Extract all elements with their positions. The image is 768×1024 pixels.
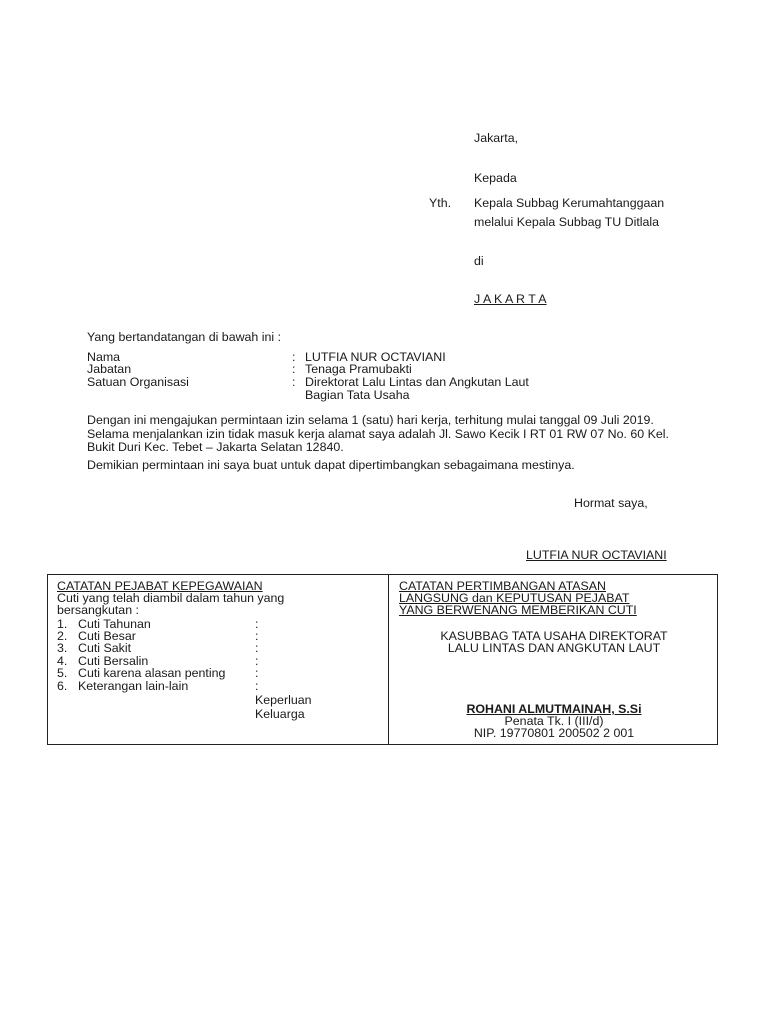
- item-colon: :: [255, 654, 259, 668]
- city-label: J A K A R T A: [474, 292, 547, 306]
- official-name: ROHANI ALMUTMAINAH, S.Si: [466, 702, 642, 716]
- leave-item-sakit: [57, 641, 259, 655]
- item-value: Keperluan Keluarga: [255, 693, 312, 721]
- left-cell-subtitle-2: bersangkutan :: [57, 603, 139, 617]
- field-value: Direktorat Lalu Lintas dan Angkutan Laut: [305, 375, 529, 389]
- field-label: Nama: [87, 350, 121, 364]
- recipient-line-1: Kepala Subbag Kerumahtanggaan: [474, 196, 665, 210]
- item-colon: :: [255, 629, 259, 643]
- official-nip: NIP. 19770801 200502 2 001: [473, 726, 635, 740]
- left-cell-title: CATATAN PEJABAT KEPEGAWAIAN: [57, 579, 263, 593]
- signer-name: LUTFIA NUR OCTAVIANI: [526, 548, 667, 562]
- item-number: 6.: [57, 679, 68, 693]
- item-colon: :: [255, 666, 259, 680]
- item-number: 2.: [57, 629, 68, 643]
- right-cell-title-1: CATATAN PERTIMBANGAN ATASAN: [399, 579, 606, 593]
- request-paragraph: Dengan ini mengajukan permintaan izin selama 1 (satu) hari kerja, terhitung mulai tanggal 09 Juli 2019. Selama menjalankan izin tidak masuk kerja alamat saya adalah Jl. Sawo Kecik I RT 01 RW 07 No. 60 Kel. Bukit Duri Kec. Tebet – Jakarta Selatan 12840.: [87, 413, 669, 455]
- left-cell-subtitle-1: Cuti yang telah diambil dalam tahun yang: [57, 591, 285, 605]
- place-date: Jakarta,: [474, 131, 519, 145]
- kepada-label: Kepada: [474, 171, 517, 185]
- org-line-2: Bagian Tata Usaha: [305, 388, 410, 402]
- item-colon: :: [255, 617, 259, 631]
- item-label: Cuti Besar: [78, 629, 136, 643]
- approval-table: [47, 574, 718, 745]
- item-label: Cuti karena alasan penting: [78, 666, 226, 680]
- item-colon: : Keperluan Keluarga: [255, 679, 312, 721]
- recipient-line-2: melalui Kepala Subbag TU Ditlala: [474, 215, 660, 229]
- right-cell-title-2: LANGSUNG dan KEPUTUSAN PEJABAT: [399, 591, 630, 605]
- di-label: di: [474, 254, 484, 268]
- item-label: Cuti Bersalin: [78, 654, 149, 668]
- closing-salutation: Hormat saya,: [574, 496, 648, 510]
- yth-label: Yth.: [429, 196, 452, 210]
- intro-text: Yang bertandatangan di bawah ini :: [87, 330, 282, 344]
- field-colon: :: [292, 375, 296, 389]
- item-number: 4.: [57, 654, 68, 668]
- right-cell-title-3: YANG BERWENANG MEMBERIKAN CUTI: [399, 603, 637, 617]
- office-line-1: KASUBBAG TATA USAHA DIREKTORAT: [440, 629, 668, 643]
- item-label: Keterangan lain-lain: [78, 679, 189, 693]
- office-line-2: LALU LINTAS DAN ANGKUTAN LAUT: [447, 641, 661, 655]
- field-label: Satuan Organisasi: [87, 375, 189, 389]
- item-label: Cuti Sakit: [78, 641, 132, 655]
- item-number: 1.: [57, 617, 68, 631]
- official-rank: Penata Tk. I (III/d): [504, 714, 604, 728]
- field-value: Tenaga Pramubakti: [305, 362, 412, 376]
- leave-item-alasan-penting: [57, 666, 259, 680]
- item-number: 5.: [57, 666, 68, 680]
- field-value: LUTFIA NUR OCTAVIANI: [305, 350, 446, 364]
- item-number: 3.: [57, 641, 68, 655]
- field-colon: :: [292, 350, 296, 364]
- item-colon: :: [255, 641, 259, 655]
- leave-item-keterangan: [57, 679, 312, 721]
- item-label: Cuti Tahunan: [78, 617, 151, 631]
- field-colon: :: [292, 362, 296, 376]
- field-label: Jabatan: [87, 362, 132, 376]
- closing-paragraph: Demikian permintaan ini saya buat untuk dapat dipertimbangkan sebagaimana mestinya.: [87, 458, 575, 472]
